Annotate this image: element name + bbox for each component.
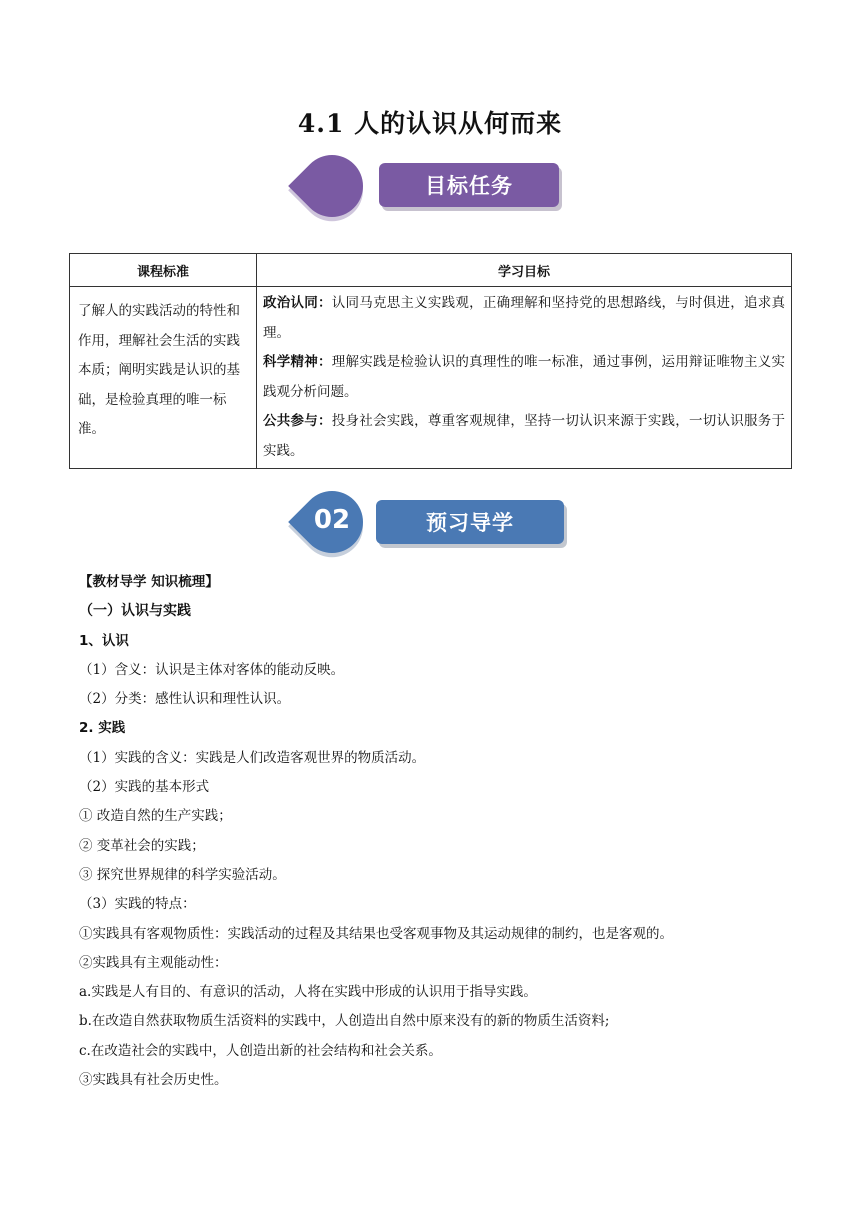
subsection-heading: （一）认识与实践 <box>79 603 191 620</box>
text-line: ② 变革社会的实践； <box>79 837 205 854</box>
learning-goals-cell <box>257 287 792 469</box>
course-standard-cell: 了解人的实践活动的特性和作用，理解社会生活的实践本质；阐明实践是认识的基础，是检验真理的唯一标准。 <box>70 287 257 469</box>
text-line: c.在改造社会的实践中，人创造出新的社会结构和社会关系。 <box>79 1042 442 1059</box>
table-header-goals: 学习目标 <box>257 254 792 287</box>
badge-number: 02 <box>313 505 351 535</box>
study-content <box>79 568 799 1095</box>
banner-preview-label: 预习导学 <box>376 500 564 544</box>
text-line: ③实践具有社会历史性。 <box>79 1072 228 1089</box>
text-line: ②实践具有主观能动性： <box>79 954 228 971</box>
banner-goals-label: 目标任务 <box>379 163 559 207</box>
table-header-standard: 课程标准 <box>70 254 257 287</box>
text-line: ① 改造自然的生产实践； <box>79 808 232 825</box>
topic-heading: 1、认识 <box>79 632 129 649</box>
topic-heading: 2. 实践 <box>79 720 126 737</box>
text-line: （2）分类：感性认识和理性认识。 <box>79 691 291 708</box>
purple-badge-icon <box>288 142 376 230</box>
text-line: ③ 探究世界规律的科学实验活动。 <box>79 866 286 883</box>
section-heading: 【教材导学 知识梳理】 <box>79 574 219 590</box>
text-line: （2）实践的基本形式 <box>79 779 210 796</box>
text-line: （1）含义：认识是主体对客体的能动反映。 <box>79 661 345 678</box>
text-line: ①实践具有客观物质性：实践活动的过程及其结果也受客观事物及其运动规律的制约，也是客观的。 <box>79 925 673 942</box>
text-line: （1）实践的含义：实践是人们改造客观世界的物质活动。 <box>79 749 426 766</box>
text-line: （3）实践的特点： <box>79 896 196 913</box>
text-line: a.实践是人有目的、有意识的活动，人将在实践中形成的认识用于指导实践。 <box>79 984 537 1001</box>
text-line: b.在改造自然获取物质生活资料的实践中，人创造出自然中原来没有的新的物质生活资料; <box>79 1013 610 1030</box>
page-title: 4.1 人的认识从何而来 <box>297 109 563 138</box>
objectives-table <box>69 253 792 469</box>
goal-public: 公共参与：投身社会实践，尊重客观规律，坚持一切认识来源于实践，一切认识服务于实践。 <box>263 413 786 459</box>
goal-political: 政治认同：认同马克思主义实践观，正确理解和坚持党的思想路线，与时俱进，追求真理。 <box>263 295 786 341</box>
goal-science: 科学精神：理解实践是检验认识的真理性的唯一标准，通过事例，运用辩证唯物主义实践观分析问题。 <box>263 354 786 400</box>
